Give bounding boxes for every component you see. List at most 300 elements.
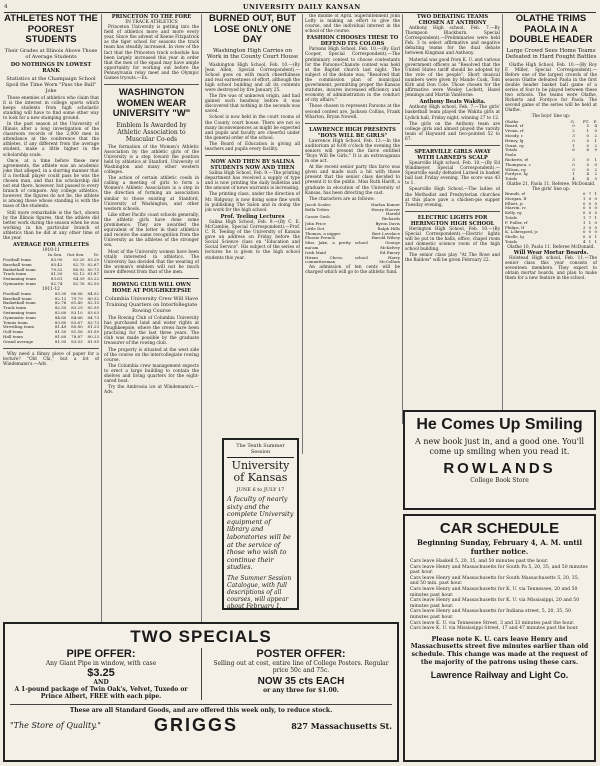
team-name: Olathe [505,118,519,124]
table-cell: Wilson, rg [505,166,526,172]
table-cell: 81.50 [87,329,99,335]
table-cell: 2 [594,132,597,138]
athletes-table-year2: 1911-12 [42,286,60,292]
paragraph: Material was good from K. U. and various government officers as "Resolved that the United States tariff should be adopted by the vote of the people". Short musical numbers were given by Maude Cusk, Tom Kirk and Don Cole. Those chosen for the affirmative were Wesley Lockett, Hazel Jennings and Martin VanHorne. [405,57,500,99]
pipe-offer-pouch: A 1-pound package of Twin Oak's, Velvet, Tuxedo or Prince Albert, FREE with each pipe. [14,686,188,700]
table-cell: 83.22 [87,276,99,282]
paragraph: At the recent senior party this farce was given and made such a hit with those present that the senior class decided to present it to the public. Miss Ruth Hardt, a graduate in elocution of the University of Kansas, has been directing the cast. [305,165,400,196]
poster-offer-title: POSTER OFFER: [256,648,346,660]
table-cell: 0 [586,156,590,162]
column-2 [104,14,199,634]
table-cell: 0 [588,205,592,211]
table-cell: Henry Hoover [371,206,400,212]
ku-ad-title: University of Kansas [231,459,290,484]
table-cell: 0 [594,200,597,206]
car-schedule-ad [403,514,596,762]
table-cell: 79.79 [71,295,83,301]
table-cell: 83.10 [71,310,83,316]
table-cell: Track team [3,305,27,311]
table-cell: 2 [594,142,597,148]
closing-ad: Why need a flimsy piece of paper for a lecture? "Old Chi," but a lot of Windemann's.—Adv. [3,351,99,367]
table-cell: Ralph Hills [377,225,400,231]
paragraph: The Rowing Club of Columbia University has purchased land and water rights at Poughkeepsie, where the crews have been practicing for the last three years. The club was made possible by the graduate treasurer of the rowing club. [104,315,199,347]
table-cell: Thompson, c [505,161,531,167]
table-cell: 82.55 [54,305,67,311]
herington-headline: ELECTRIC LIGHTS FOR HERINGTON HIGH SCHOOL [410,214,495,227]
table-cell: 83.20 [87,257,99,263]
schedule-line: Cars leave Henry and Massachusetts for Indiana street, 5, 20, 35, 50 minutes past hour. [410,609,571,620]
table-cell: Brandt, rf [505,191,525,197]
table-cell: Football team [3,290,31,296]
paragraph: Those enemies of athletics who claim that it is the interest in college sports which keeps students from high scholastic standing will have to find some other way to look for a new stamping ground. [3,95,99,121]
divider [104,84,199,85]
table-cell: George McKelvey [380,240,400,250]
table-cell: 80.80 [71,324,83,330]
divider [3,348,99,349]
table-cell: 82.60 [54,310,67,316]
table-cell: Henry, lg [505,137,524,143]
table-cell: 4 [582,239,586,245]
rowlands-ad [403,410,596,510]
princeton-sub: IN TRACK ATHLETICS [125,20,178,25]
table-cell: Moody, c [505,132,523,138]
table-cell: Elliott, jc [505,200,524,206]
table-cell: 1 [594,191,597,197]
table-cell: 1 [582,219,586,225]
table-cell: 0 [594,128,597,134]
lawrence-headline: LAWRENCE HIGH PRESENTS "BOYS WILL BE GIRLS" [309,126,396,139]
rowlands-line: A new book just in, and a good one. You'll come up smiling when you read it. [415,437,585,456]
masthead [4,2,596,13]
car-schedule-subtitle: Beginning Sunday, February 4, A. M. until further notice. [417,538,582,556]
table-cell: 82.12 [73,271,85,277]
column-6 [505,14,597,419]
paragraph: Spearville High School.—The ladies of the Methodist and Presbyterian churches at this place gave a chicken-pie supper Tuesday evening. [405,187,500,208]
griggs-store-quality: "The Store of Quality." [10,721,101,730]
divider [405,145,500,146]
paragraph: The fire was of unknown origin, and had gained such headway before it was discovered that nothing in the seconds was saved. [205,94,300,115]
paragraph: Parsons High School, Feb. 10.—(By Earl Cooper, Special Correspondent).—The preliminary contest to choose contestants for the Parsons-Chanute contest was held at the Baptist church last night. The subject of the debate was, "Resolved that the commission plan of municipal government, permitting proper the Kansas statutes, insures increased efficiency and economy of administration in the conduct of city affairs." [305,47,400,104]
table-cell: Totals [505,239,518,245]
paragraph: Anthony High school, Feb. 7.—The girls' basketball team played the Wakita girls at Lydick hall, Friday night, winning 27 to 12. [405,105,500,121]
paragraph: The Columbia crew management expects to erect a large building to contain the shelves and living quarters for the eight-oared boat. [104,363,199,385]
table-cell: Ed Emery [379,249,400,255]
girls-lineup-title: The girls' line up: [531,186,571,192]
poster-offer-line: Selling out at cost, entire line of College Posters. Regular price 50c and 75c. [213,660,389,674]
paragraph: The Board of Education is giving all teachers and pupils every facility. [205,141,300,152]
table-cell: 81.40 [71,300,83,306]
table-cell: Irish Maid [305,249,326,255]
table-cell: 84.66 [71,314,83,320]
table-cell: 83.30 [54,290,67,296]
griggs-footer-note: These are all Standard Goods, and are offered this week only, to reduce stock. [10,704,392,714]
griggs-ad [3,622,399,762]
column-1 [3,14,99,634]
table-cell: Harlan Kumer [371,201,400,207]
table-cell: 81.23 [87,324,99,330]
table-cell: 3 [572,156,575,162]
table-cell: 83.73 [87,319,99,325]
table-cell: 81.95 [54,338,67,344]
table-cell: 82.15 [87,300,99,306]
table-cell: 0 [588,200,592,206]
table-cell: Little Dot [305,225,325,231]
table-cell: 81.50 [54,329,67,335]
table-cell: 3 [572,132,575,138]
pipe-offer-title: PIPE OFFER: [66,648,136,660]
table-cell: 0 [594,224,597,230]
table-cell: 84.73 [87,314,99,320]
table-cell: 83.20 [73,257,85,263]
table-cell: 0 [582,234,586,240]
table-cell: 81.60 [54,334,67,340]
burned-body [205,63,300,153]
table-cell: Gymnastic team [3,314,36,320]
table-cell: Bert Lovelace [371,230,400,236]
table-cell: Grand average [3,338,34,344]
table-cell: 1 [594,137,597,143]
herington-body [405,227,500,264]
table-cell: 82.50 [87,281,99,286]
girls-score: Olathe 10, Paola 11. Referee McDonald. [507,244,595,250]
fashion-headline: FASHION CHOOSES THESE TO DEFEND ITS COLORS [306,35,399,48]
table-cell: 83.61 [50,276,63,282]
table-cell: 2 [594,166,597,172]
table-cell: Out Sen. [66,252,85,258]
rowing-body [104,316,199,395]
table-row [3,340,99,345]
pipe-offer-and: AND [93,679,109,686]
schedule-line: Cars leave Henry and Massachusetts for South Pa 5, 20, 35, and 50 minutes past hour. [410,564,588,576]
ku-ad-top: The Tenth Summer Session [236,443,285,455]
table-cell: Miss Jake, a pretty school ma'am [305,240,368,250]
boys-score: Olathe 21, Paola 11. Referee, McDonald. [506,181,596,187]
closing-ad: Try the Ambrosia ice at Windemann's.—Adv. [104,385,199,396]
wakita-headline: Anthony Beats Wakita. [419,99,486,106]
table-cell: 5 [594,176,597,182]
table-cell: Bella Tribes [305,206,330,212]
table-cell: F. Fuller, rf [505,219,528,225]
paragraph: The printing class, under the direction of Mr. Ridgway, is now doing some fine work in publishing The Salon and in doing the job work for the high school. [205,192,300,213]
table-cell: 0 [588,229,592,235]
griggs-store-name: GRIGGS [154,715,239,735]
table-cell: Kelly, rg [505,210,522,216]
table-cell: 3 [582,224,586,230]
table-cell: Football team [3,257,31,263]
divider [305,123,400,124]
table-cell: 4 [572,176,575,182]
table-cell: 0 [588,210,592,216]
table-cell: 80.73 [87,266,99,272]
poster-offer [210,648,392,700]
table-cell: 84.92 [87,290,99,296]
table-cell: 83.80 [54,319,67,325]
washington-body [104,145,199,275]
car-schedule-company: Lawrence Railway and Light Co. [430,670,569,681]
table-cell: 4 [594,123,597,129]
paragraph: Still more remarkable is the fact, shown by the Illinois figures, that the athlete did better work during the season when he was working in his particular branch of athletics than he did at any other time of the year. [3,210,99,242]
table-cell: 81.95 [87,338,99,344]
table-cell: 0 [572,166,575,172]
table-cell: 1 [594,234,597,240]
table-cell: Jacob Scales [305,201,331,207]
table-cell: 0 [594,229,597,235]
table-cell: Harold Wilsey [371,235,400,241]
griggs-address: 827 Massachusetts St. [291,720,392,731]
table-cell: Grant, rg [505,142,524,148]
schedule-line: Cars leave Henry and Massachusetts for K. U. via Tennessee, 20 and 50 minutes past hour. [410,586,578,598]
parsons-body [305,47,400,119]
table-cell: 1 [588,219,592,225]
table-cell: 1 [572,171,575,177]
paragraph: the middle of April. Superintendent John Lofty is making an effort to give the course, and the individual interest in the school of the course. [305,14,400,35]
table-cell: 81.50 [50,271,63,277]
column-rule [402,14,403,424]
table-cell: 0 [594,205,597,211]
mortar-headline: Will Wear Mortar Boards. [513,249,589,256]
table-cell: 0 [572,123,575,129]
table-cell: K. Lobregord, jc [505,229,538,235]
paragraph: Once, at a time before these new agreements, the athlete was an academic joke that alleged, in a slurring manner that if a football player could pass he was the chosen man, and that his scholarship did not end there, however, but passed to every branch of compare. Any college athletics, however, the figures do not lie, the athlete is among those whose standing is with the mass of the students. [3,158,99,210]
schedule-line: Cars leave K. U. via Tennessee Street, 3 and 33 minutes past the hour. [410,620,575,626]
paragraph: Salina High School, Feb. 9.—The printing department has received a supply of type and is now printing the daily bulletins and the amount of news warrants is increasing. [205,171,300,192]
paragraph: School is now held in the court rooms of the County court house. There are not so many inconveniences as might be expected and pupils and faculty are cheerful under the general order of the school. [205,115,300,141]
paragraph: Most of the University women have been vitally interested in athletics. The University has decided that the wearing of the woman's emblem will not be much more different from that of the men. [104,249,199,275]
paragraph: Like other Pacific coast schools generally, the athletic girls have done some prominence. They are awarded the equivalent of the letter in their athletics and receive the same recognition from the University as the athletes of the stronger sex. [104,212,199,249]
table-cell: Baseball team [3,261,32,267]
table-cell: 0 [586,132,590,138]
col4-body [305,14,400,34]
paragraph: In the past season at the University of Illinois after a long investigation of the classroom records of the 2,000 men in attendance at the conference that the athletes, if any different from the average student, make a little higher in the scholarship scale. [3,121,99,158]
paragraph: The girls on the Anthony team are college girls and almost played the varsity team of Hayward and two-pointed 52 to 67. [405,121,500,142]
table-cell: 81.56 [71,329,83,335]
ku-ad-body: A faculty of nearly sixty and the complete University equipment of library and laboratories will be at the service of those who wish to continue their studies. [227,495,294,572]
table-cell: 82.95 [87,305,99,311]
teeling-headline: Prof. Teeling Lectures [220,213,285,220]
table-cell: 0 [588,195,592,201]
table-cell: 0 [582,229,586,235]
griggs-title: TWO SPECIALS [130,627,272,646]
table-cell: 6 [586,147,590,153]
divider [405,211,500,212]
debating-body [405,26,500,98]
team-name: Paola [505,152,516,158]
olathe-headline: OLATHE TRIMS PAOLA IN A DOUBLE HEADER [509,14,593,45]
table-cell: 82.75 [73,261,85,267]
lawrence-body [305,139,400,202]
divider [104,278,199,279]
table-cell: Byron Davis [375,221,400,226]
debating-headline: TWO DEBATING TEAMS CHOSEN AT ANTHONY [416,14,489,26]
table-cell: 81.49 [54,324,67,330]
table-cell: 1 [572,142,575,148]
athletes-sub1: DO NOTHINGS IN LOWEST RANK [10,61,92,74]
table-cell: Tennis team [3,319,28,325]
table-cell: 1 [582,215,586,221]
rowing-headline: ROWING CLUB WILL OWN HOME AT POUGHKEEPSIE [111,281,192,294]
table-cell: 83.90 [50,257,63,263]
olathe-girls-table [505,192,597,245]
table-cell: 78.87 [71,334,83,340]
salina-headline: NOW AND THEN BY SALINA STUDENTS NOW AND THEN [210,159,295,172]
rowlands-sub: College Book Store [470,477,529,484]
table-row [305,256,400,266]
table-cell: 79.52 [50,266,63,272]
paragraph: The senior class play "At The Rose and the Baldow" will be given February 22. [405,253,500,264]
table-cell: Marvin, rc [505,205,527,211]
table-cell: Harold Richards [381,211,400,222]
teeling-body: Salina High School, Feb. 9.—(By C. E. McCambie, Special Correspondent).—Prof. C. R. Teeling of the University of Kansas gave an address on Friday before the Social Science class on "Education and Social Service". His subject of the series of lectures he is given to the high school students this year. [205,219,300,261]
table-cell: Fordyce, lg [505,171,528,177]
paragraph: Spearville High school, Feb. 10.—(By Ed Windmeyer, Special Correspondent).—Spearville easily defeated Larned in basket ball last Friday evening. The score was 43 to 1. [405,160,500,187]
schedule-line: Cars leave Henry and Massachusetts for South Massachusetts 5, 20, 35, and 50 min. past hour. [410,575,580,587]
table-cell: 2 [572,128,575,134]
athletes-body [3,96,99,242]
table-cell: Yr. [93,252,99,258]
table-cell: Vivian, rf [505,128,524,134]
table-cell: FT. [582,118,590,124]
table-cell: 0 [572,161,575,167]
table-cell: 0 [586,137,590,143]
paragraph: The property is situated at the west side of the course on the intercollegiate rowing course. [104,347,199,363]
car-schedule-title: CAR SCHEDULE [439,520,560,537]
table-cell: 1 [594,239,597,245]
ku-ad-dates: JUNE 6 to JULY 17 [236,487,285,493]
spearville-body [405,161,500,208]
column-3 [205,14,300,446]
washington-headline: WASHINGTON WOMEN WEAR UNIVERSITY "W" [112,87,191,120]
schedule-line: Cars leave K. U. via Mississippi Street, 17 and 47 minutes past the hour. [410,626,579,632]
table-cell: 7 [588,191,592,197]
table-cell: G. [570,118,575,124]
spearville-headline: SPEARVILLE GIRLS AWAY WITH LARNED'S SCALP [414,148,491,161]
table-cell: Swimming team [3,276,36,282]
cast-table [305,203,400,265]
table-cell: 82.67 [87,261,99,267]
table-cell: 80.32 [87,295,99,301]
table-cell: Baseball team [3,295,32,301]
table-cell: Track team [3,271,27,277]
table-cell: 0 [594,210,597,216]
table-cell: 0 [586,166,590,172]
pipe-offer-line: Any Giant Pipe in window, with case [45,660,157,667]
athletes-table-title: AVERAGE FOR ATHLETES [12,242,90,249]
table-cell: 0 [588,234,592,240]
table-cell: Rickerts, rf [505,156,528,162]
table-cell: 82.12 [54,295,67,301]
olathe-body: Olathe High School, Feb. 10.—(By Roy F. Miller, Special Correspondent).—Before one of the largest crowds of the season Olathe defeated Paola in the first double header basket ball game of a series of four to be played between these two schools. The teams were Olathe, Rickerts and Fordyce for Paola. The second game of the series will be held at Olathe. [505,62,597,114]
table-cell: Harry McCollum [379,254,400,265]
table-cell: 0 [588,224,592,230]
paper-name: UNIVERSITY DAILY KANSAN [242,3,361,11]
ku-ad-body2: The Summer Session Catalogue, with full descriptions of all courses, will appear about February 1. [227,574,292,610]
mortar-body: Holstead High school, Feb. 11.—The senior class this year consists of seventeen members. They expect to obtain mortar boards, and plan to make them for a new feature in the school. [505,255,597,282]
paragraph: Herington High School, Feb. 10.—(By Special Correspondent).—Electric lights will be put in the halls, office, chapel room and domestic science room of the high school building. [405,226,500,253]
column-rule [201,14,202,634]
table-cell: 2 [594,171,597,177]
divider [205,155,300,156]
table-cell: 4 [586,176,590,182]
table-cell: 86.06 [71,290,83,296]
table-cell: 5 [586,123,590,129]
schedule-line: Cars leave Haskell 5, 20, 35, and 50 minutes past the hour. [410,559,549,564]
table-cell: 82.76 [54,300,67,306]
table-cell: 4 [586,171,590,177]
lawrence-closing: An admission of ten cents will be charged which will go to the athletic fund. [305,265,400,276]
table-cell: 0 [572,137,575,143]
table-cell: Gymnastic team [3,281,36,286]
olathe-deck: Large Crowd Sees Home Teams Defeated in Hard Fought Battles [505,47,597,60]
table-cell: Wrestling team [3,324,34,330]
table-cell: 83.03 [71,338,83,344]
page-number: 4 [4,4,8,10]
table-cell: 9 [594,147,597,153]
paragraph: Lawrence High School, Feb. 13.—In the auditorium at 8:00 o'clock the evening the seniors will present the farce entitled "Boys Will Be Girls." It is an extravaganza in one act. [305,138,400,165]
table-cell: 83.29 [71,305,83,311]
table-cell: 82.74 [50,281,63,286]
table-cell: 0 [586,161,590,167]
table-cell: Totals [505,215,518,221]
burned-deck: Washington High Carries on Work in the County Court House [206,47,299,60]
table-cell: 81.87 [87,271,99,277]
poster-offer-price: NOW 35 cts EACH [257,676,345,687]
paragraph: Anthony High school, Feb. 7.—By Thompson Blackburn, Special Correspondent).—Preliminaries were held Feb. 3 to select affirmative and negative debating teams for the dual debate between Kingman and Anthony. [405,26,500,57]
athletes-deck: Their Grades at Illinois Above Those of Average Students [4,47,98,60]
table-cell: Morgan, lf [505,195,527,201]
table-cell: Beard, rf [505,123,524,129]
wakita-body [405,105,500,142]
pipe-offer [10,648,192,700]
salina-body [205,171,300,213]
rowing-deck: Columbia University Crew Will Have Training Quarters on Interfollegiate Rowing Course [104,295,199,314]
table-cell: Cassie Gush [305,213,330,219]
table-cell: 0 [582,210,586,216]
table-cell: Swimming team [3,310,36,316]
table-cell: 0 [582,200,586,206]
table-cell: 84.39 [73,276,85,282]
table-cell: Philips, lf [505,224,525,230]
table-cell: 0 [594,219,597,225]
table-cell: 6 [572,147,575,153]
paragraph: Washington High School, Feb. 10.—(By Jean Allen, Special Correspondent).—School goes on with much cheerfulness and real earnestness of effort, although the high school building and all its contents were destroyed by fire January 25. [205,62,300,93]
column-rule [302,14,303,454]
table-cell: Basketball team [3,266,36,272]
table-cell: F. [593,118,597,124]
car-schedule-lines [410,559,589,632]
table-cell: 85.42 [50,261,63,267]
table-cell: 1 [588,239,592,245]
table-cell: 1 [586,128,590,134]
table-cell: Thomas, a nigger [305,230,341,236]
princeton-headline: PRINCETON TO THE FORE [111,14,192,20]
schedule-line: Cars leave Henry and Massachusetts for K. U. via Mississippi, 20 and 50 minutes past hour. [410,598,580,609]
princeton-body: Princeton University is getting into the field of athletics more and more every year. Since the advent of Keene Fitzpatrick as the tiger school for seasons the track team has steadily increased. In view of the fact that the Princeton track schedule has been largely increased this year in order that the men of the squad may have ample opportunity for working out before the Pennsylvania relay meet and the Olympic Games tryouts.—Ex. [104,25,199,82]
table-cell: 0 [582,191,586,197]
table-cell: 80.92 [73,266,85,272]
olathe-boys-table [505,120,597,182]
athletes-table-1 [3,253,99,287]
table-cell: Shelle, lg [505,234,524,240]
ku-summer-session-ad [222,438,299,610]
table-cell: Totals [505,147,518,153]
rowlands-name: ROWLANDS [443,460,556,477]
paragraph: The formation of the Women's Athletic Association by the athletic girls of the University is a step toward the position held by athletics at Stanford, University of Washington and many other western colleges. [104,144,199,176]
column-rule [101,14,102,634]
column-4 [305,14,400,634]
table-cell: Basketball team [3,300,36,306]
table-cell: 83.03 [87,310,99,316]
cast-title: The characters are as follows: [309,196,375,202]
